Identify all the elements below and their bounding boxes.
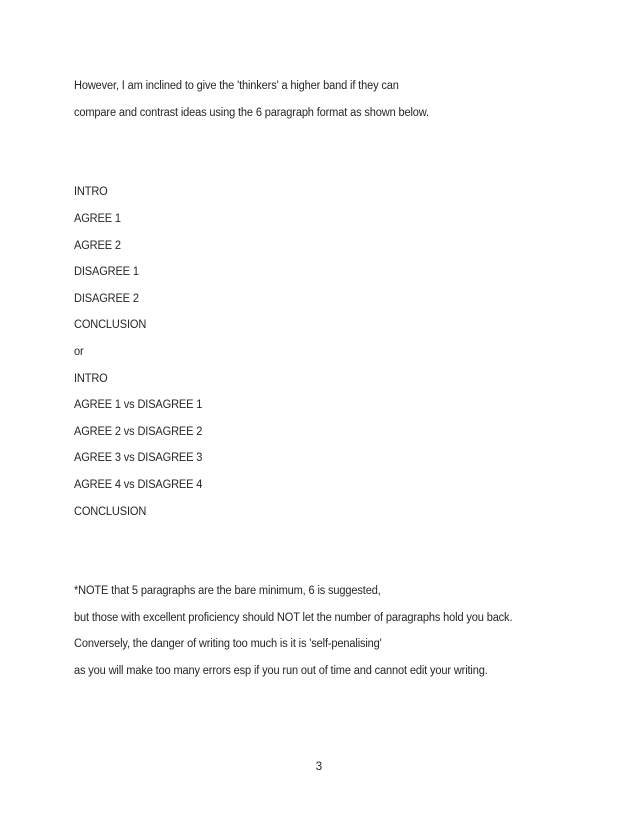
structure-2-item-pair-3: AGREE 3 vs DISAGREE 3 — [74, 452, 203, 465]
structure-1-item-disagree-2: DISAGREE 2 — [74, 292, 139, 305]
structure-1-item-intro: INTRO — [74, 186, 108, 199]
structure-1-item-disagree-1: DISAGREE 1 — [74, 266, 139, 279]
structure-1-item-agree-2: AGREE 2 — [74, 239, 121, 252]
structure-1-item-agree-1: AGREE 1 — [74, 212, 121, 225]
structure-2-item-conclusion: CONCLUSION — [74, 505, 147, 518]
structure-2-item-pair-2: AGREE 2 vs DISAGREE 2 — [74, 425, 203, 438]
spacer-before-structure-1 — [74, 126, 535, 153]
structure-separator-or: or — [74, 345, 84, 358]
essay-structure-option-2 — [74, 366, 554, 526]
structure-1-item-conclusion: CONCLUSION — [74, 319, 147, 332]
essay-structure-option-1 — [74, 179, 554, 339]
note-line-4: as you will make too many errors esp if you run out of time and cannot edit your writing. — [74, 665, 488, 678]
spacer-before-note — [74, 525, 535, 552]
note-line-2: but those with excellent proficiency should NOT let the number of paragraphs hold you back. — [74, 611, 513, 624]
page-number: 3 — [315, 761, 323, 773]
note-line-3: Conversely, the danger of writing too much is it is 'self-penalising' — [74, 638, 382, 651]
note-paragraph — [74, 578, 554, 684]
note-line-1: *NOTE that 5 paragraphs are the bare minimum, 6 is suggested, — [74, 585, 381, 598]
structure-2-item-pair-4: AGREE 4 vs DISAGREE 4 — [74, 478, 203, 491]
structure-2-item-intro: INTRO — [74, 372, 108, 385]
intro-line-1: However, I am inclined to give the 'thinkers' a higher band if they can — [74, 80, 399, 92]
structure-2-item-pair-1: AGREE 1 vs DISAGREE 1 — [74, 399, 203, 412]
intro-line-2: compare and contrast ideas using the 6 paragraph format as shown below. — [74, 106, 429, 119]
page-body — [74, 73, 554, 685]
intro-paragraph — [74, 73, 554, 126]
